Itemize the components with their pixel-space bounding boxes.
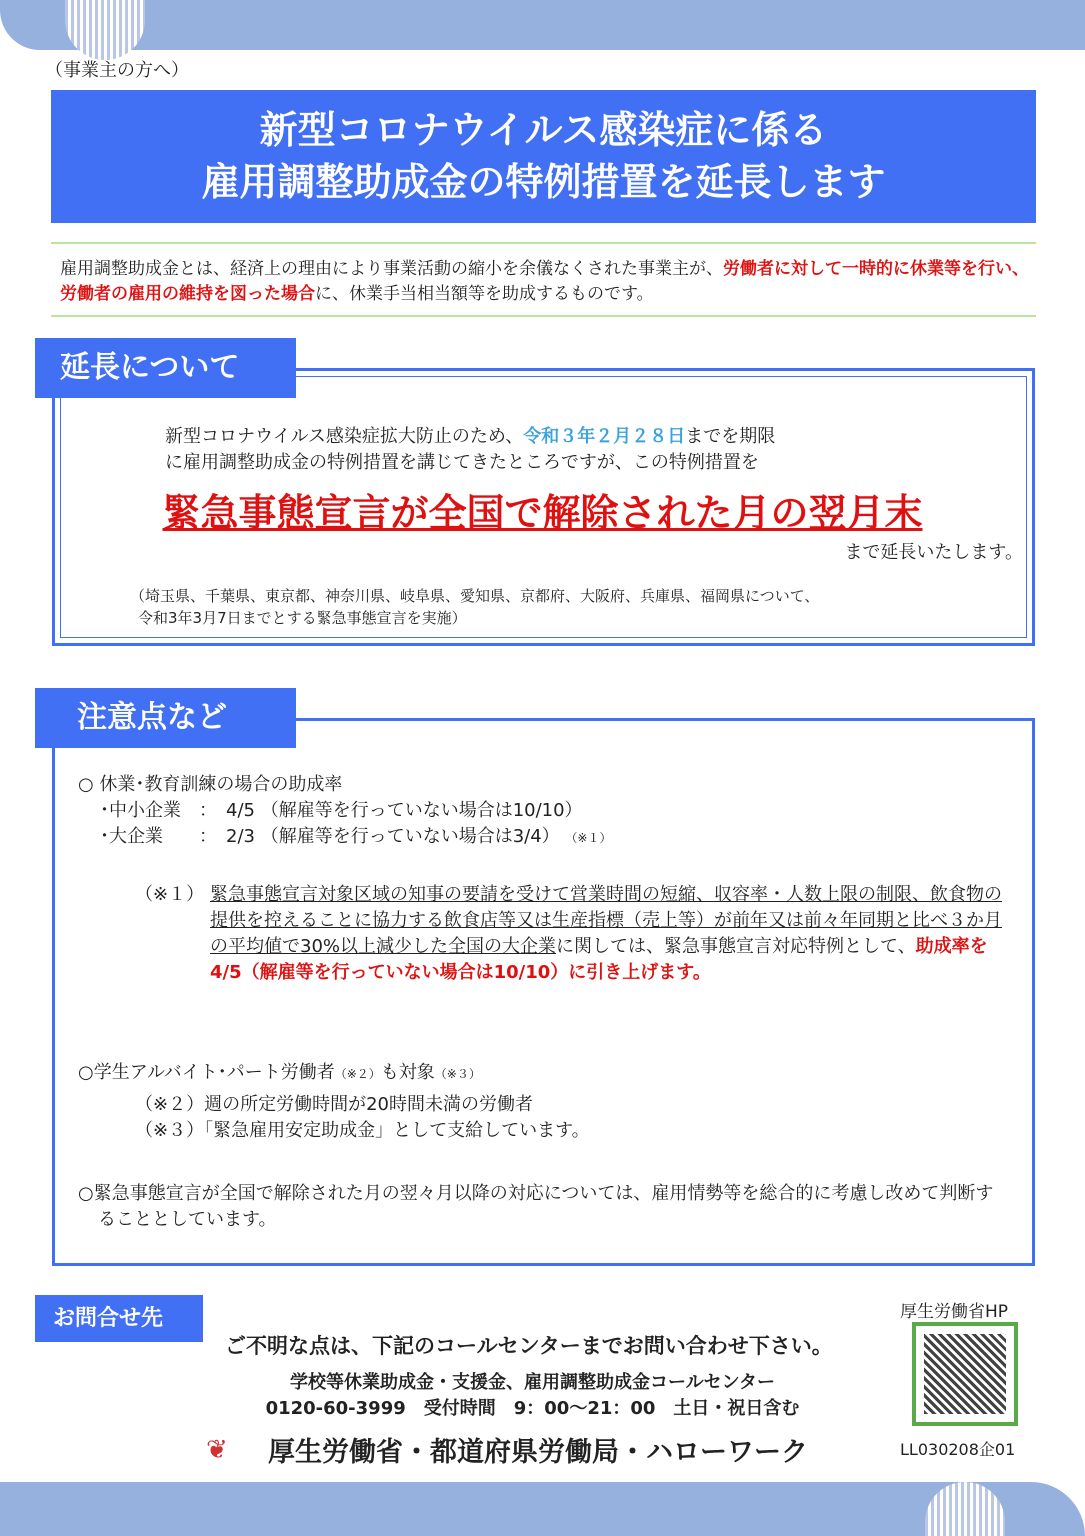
contact-lead: ご不明な点は、下記のコールセンターまでお問い合わせ下さい。 xyxy=(225,1334,833,1358)
qr-code[interactable] xyxy=(912,1322,1018,1426)
title-line-2: 雇用調整助成金の特例措置を延長します xyxy=(201,160,886,204)
page-title xyxy=(51,90,1036,223)
note1-text: 緊急事態宣言対象区域の知事の要請を受けて営業時間の短縮、収容率・人数上限の制限、飲食物の提供を控えることに協力する飲食店等又は生産指標（売上等）が前年又は前々年同期と比べ３か月の平均値で30%以上減少した全国の大企業に関しては、緊急事態宣言対応特例として、助成率を4/5（解雇等を行っていない場合は10/10）に引き上げます。 xyxy=(210,884,1002,983)
student-line: ○学生アルバイト･パート労働者（※２）も対象（※３） xyxy=(78,1062,481,1083)
extension-text: 新型コロナウイルス感染症拡大防止のため、令和３年２月２８日までを期限 に雇用調整助成金の特例措置を講じてきたところですが、この特例措置を xyxy=(165,426,776,473)
note2: （※２）週の所定労働時間が20時間未満の労働者 xyxy=(135,1094,533,1115)
bottom-banner xyxy=(0,1482,1085,1536)
decoration xyxy=(65,0,145,60)
divider xyxy=(51,242,1036,244)
qr-label: 厚生労働省HP xyxy=(900,1302,1009,1322)
extension-heading: 延長について xyxy=(35,338,296,398)
extension-note: （埼玉県、千葉県、東京都、神奈川県、岐阜県、愛知県、京都府、大阪府、兵庫県、福岡県について、 令和3年3月7日までとする緊急事態宣言を実施） xyxy=(130,587,820,627)
note1-label: （※１） xyxy=(135,884,205,905)
title-line-1: 新型コロナウイルス感染症に係る xyxy=(259,108,828,152)
future-note: ○緊急事態宣言が全国で解除された月の翌々月以降の対応については、雇用情勢等を総合的に考慮し改めて判断することとしています。 xyxy=(78,1183,994,1230)
rate-list: ○ 休業･教育訓練の場合の助成率 ･中小企業 ： 4/5 （解雇等を行っていない場合は10/10） ･大企業 ： 2/3 （解雇等を行っていない場合は3/4） （※１） xyxy=(78,774,612,847)
note3: （※３）「緊急雇用安定助成金」として支給しています。 xyxy=(135,1120,590,1141)
call-center-phone: 0120-60-3999 受付時間 9：00～21：00 土日・祝日含む xyxy=(265,1398,800,1419)
divider xyxy=(51,315,1036,317)
contact-heading: お問合せ先 xyxy=(35,1295,203,1342)
audience-label: （事業主の方へ） xyxy=(45,60,189,81)
extension-end: まで延長いたします。 xyxy=(844,542,1023,563)
organization: 厚生労働省・都道府県労働局・ハローワーク xyxy=(268,1437,808,1468)
document-code: LL030208企01 xyxy=(900,1440,1016,1459)
top-banner xyxy=(0,0,1085,50)
mhlw-logo-icon: ❦ xyxy=(206,1435,228,1465)
intro-text: 雇用調整助成金とは、経済上の理由により事業活動の縮小を余儀なくされた事業主が、労働者に対して一時的に休業等を行い、労働者の雇用の維持を図った場合に、休業手当相当額等を助成するものです。 xyxy=(60,259,1029,304)
extension-highlight: 緊急事態宣言が全国で解除された月の翌月末 xyxy=(162,491,923,535)
notes-heading: 注意点など xyxy=(35,688,296,748)
call-center: 学校等休業助成金・支援金、雇用調整助成金コールセンター 0120-60-3999 受付時間 9：00～21：00 土日・祝日含む xyxy=(0,1370,1065,1422)
